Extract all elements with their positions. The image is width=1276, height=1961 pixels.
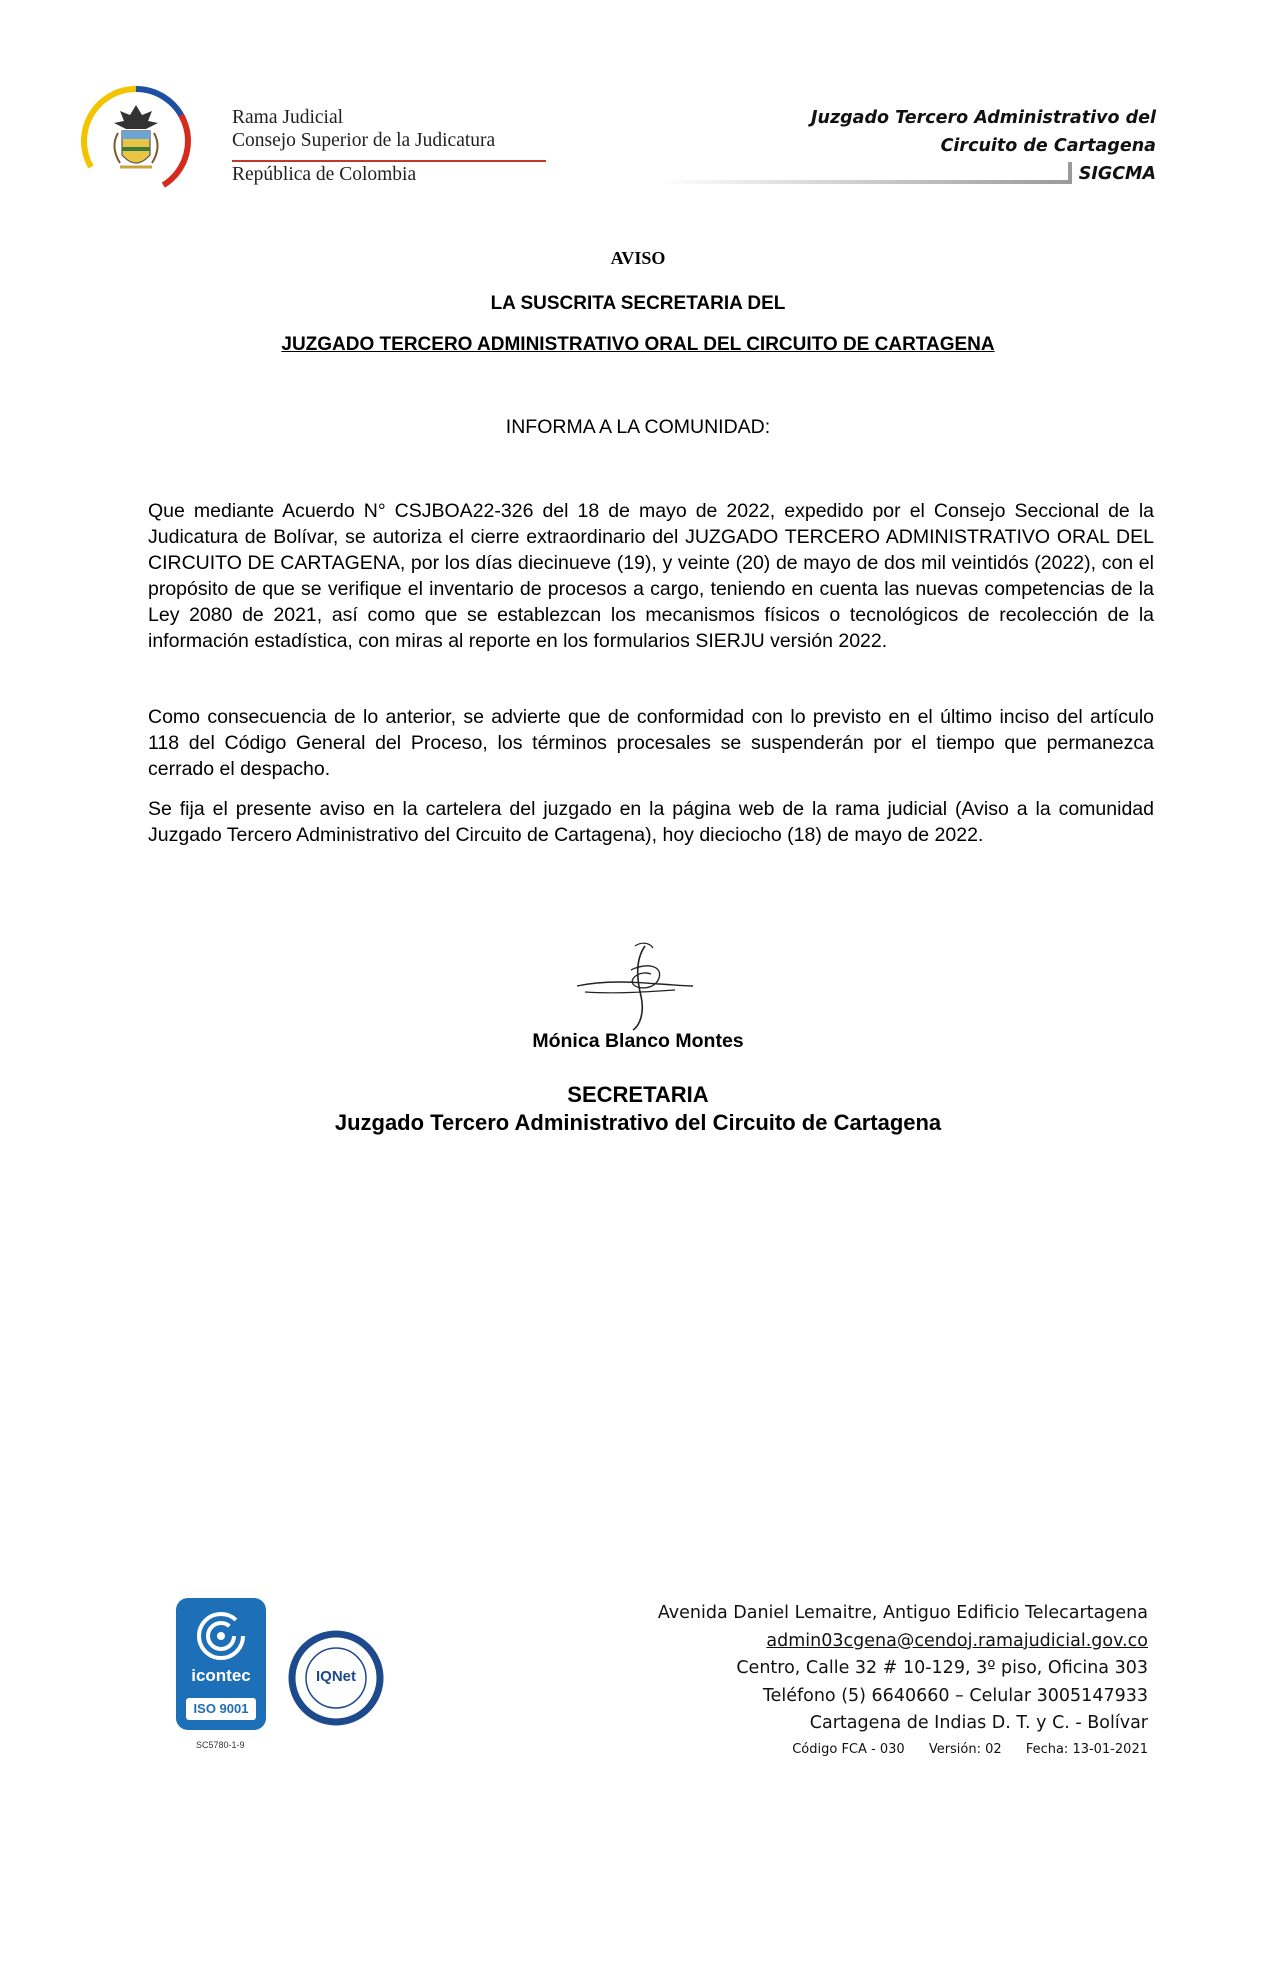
court-contact-block — [658, 1600, 1148, 1738]
red-divider — [232, 160, 546, 162]
signatory-role: SECRETARIA — [567, 1082, 709, 1107]
signatory-court: Juzgado Tercero Administrativo del Circuito de Cartagena — [334, 1110, 942, 1135]
court-name-text: JUZGADO TERCERO ADMINISTRATIVO ORAL DEL CIRCUITO DE CARTAGENA — [281, 334, 995, 355]
org-line: Rama Judicial — [232, 107, 344, 128]
rama-judicial-seal-logo — [80, 85, 193, 198]
phone-line: Teléfono (5) 6640660 – Celular 3005147933 — [762, 1685, 1148, 1706]
sigcma-label: SIGCMA — [1078, 164, 1156, 184]
icontec-certification-logo — [176, 1598, 266, 1730]
court-header-line: Circuito de Cartagena — [940, 136, 1156, 156]
paragraph-resolution: Que mediante Acuerdo N° CSJBOA22-326 del 18 de mayo de 2022, expedido por el Consejo Seccional de la Judicatura de Bolívar, se autoriza el cierre extraordinario del JUZGADO TERCERO ADMINISTRATIVO ORAL DEL CIRCUITO DE CARTAGENA, por los días diecinueve (19), y veinte (20) de mayo de dos mil veintidós (2022), con el propósito de que se verifique el inventario de procesos a cargo, teniendo en cuenta las nuevas competencias de la Ley 2080 de 2021, así como que se establezcan los mecanismos físicos o tecnológicos de recolección de la información estadística, con miras al reporte en los formularios SIERJU versión 2022. — [148, 500, 1154, 652]
iqnet-certification-logo — [288, 1630, 384, 1726]
icontec-label: icontec — [191, 1666, 251, 1685]
notice-subheading: LA SUSCRITA SECRETARIA DEL — [490, 293, 786, 314]
org-line: Consejo Superior de la Judicatura — [232, 130, 496, 151]
address-line: Avenida Daniel Lemaitre, Antiguo Edificio Telecartagena — [657, 1603, 1148, 1623]
handwritten-signature — [575, 940, 695, 1032]
address-line: Centro, Calle 32 # 10-129, 3º piso, Oficina 303 — [736, 1658, 1148, 1678]
republic-label: República de Colombia — [232, 164, 417, 185]
document-control-codes — [792, 1742, 1148, 1757]
signatory-name: Mónica Blanco Montes — [532, 1030, 744, 1052]
icontec-ring-icon — [195, 1610, 247, 1662]
document-code: Código FCA - 030 — [792, 1742, 905, 1757]
paragraph-consequence: Como consecuencia de lo anterior, se advierte que de conformidad con lo previsto en el último inciso del artículo 118 del Código General del Proceso, los términos procesales se suspenderán por el tiempo que permanezca cerrado el despacho. — [148, 706, 1154, 780]
iqnet-label: IQNet — [315, 1668, 356, 1685]
inform-line: INFORMA A LA COMUNIDAD: — [505, 416, 771, 438]
city-line: Cartagena de Indias D. T. y C. - Bolívar — [809, 1713, 1148, 1733]
court-header-line: Juzgado Tercero Administrativo del — [810, 108, 1156, 128]
court-name-title — [0, 334, 1276, 356]
court-header — [811, 104, 1156, 188]
document-date: Fecha: 13-01-2021 — [1025, 1742, 1148, 1757]
document-version: Versión: 02 — [928, 1742, 1002, 1757]
header-divider — [660, 180, 1072, 184]
iso-label: ISO 9001 — [186, 1698, 256, 1720]
certificate-code: SC5780-1-9 — [196, 1740, 245, 1750]
organization-name — [232, 106, 495, 152]
header-divider-end — [1068, 162, 1072, 184]
email-link[interactable]: admin03cgena@cendoj.ramajudicial.gov.co — [766, 1630, 1148, 1651]
paragraph-publication: Se fija el presente aviso en la cartelera del juzgado en la página web de la rama judicial (Aviso a la comunidad Juzgado Tercero Administrativo del Circuito de Cartagena), hoy dieciocho (18) de mayo de 2022. — [148, 798, 1154, 846]
notice-heading: AVISO — [610, 248, 666, 268]
